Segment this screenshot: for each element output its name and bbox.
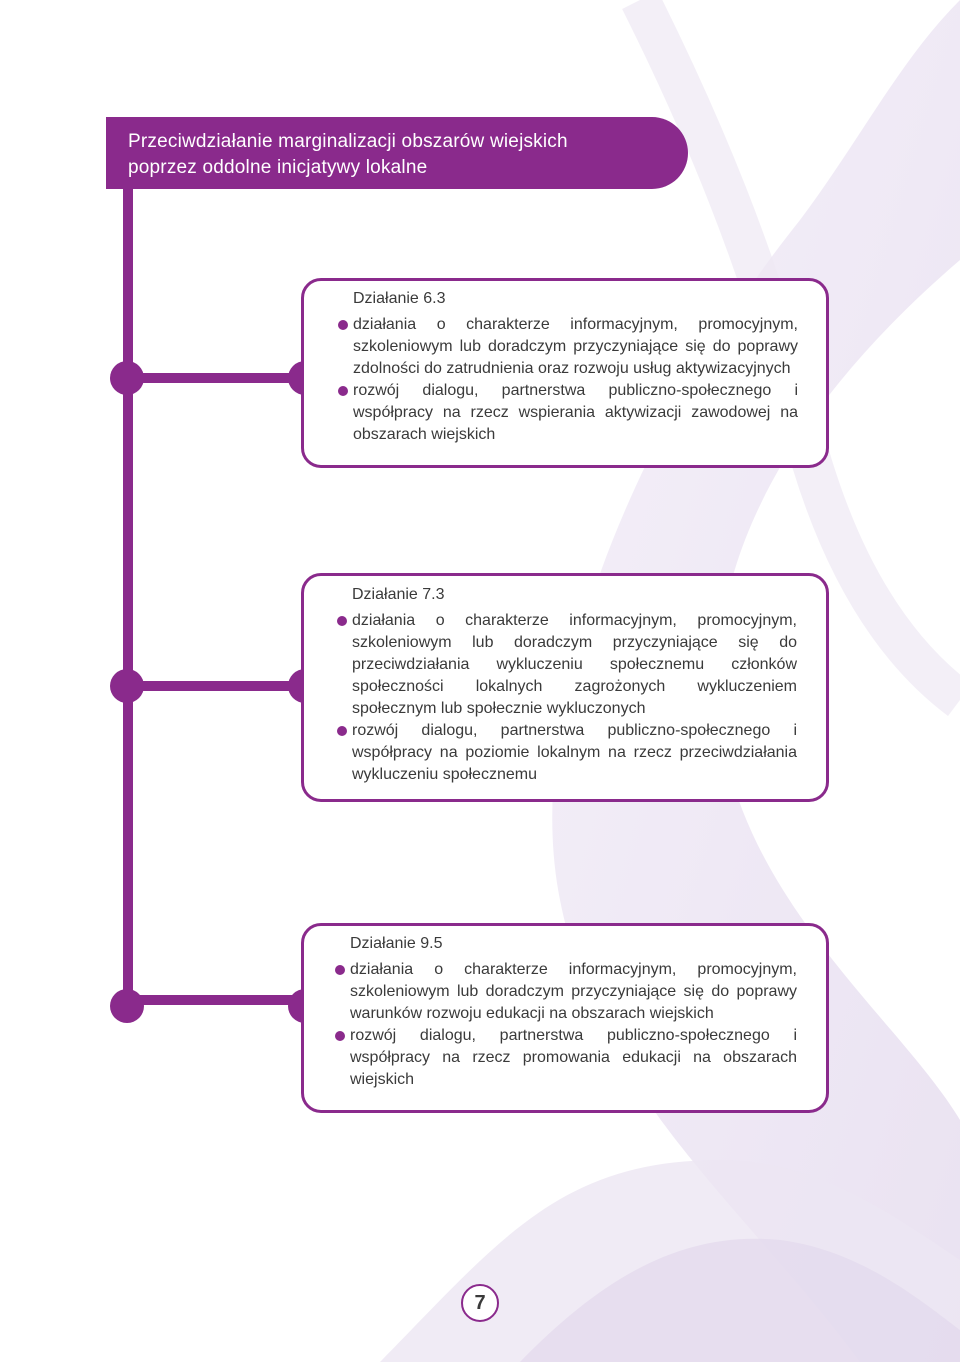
action-card bbox=[301, 278, 829, 468]
action-title: Działanie 6.3 bbox=[353, 290, 446, 307]
bullet-dot-icon bbox=[338, 320, 348, 330]
bullet-dot-icon bbox=[338, 386, 348, 396]
page-number: 7 bbox=[461, 1284, 499, 1322]
section-header bbox=[106, 117, 688, 189]
tree-trunk bbox=[123, 189, 133, 1000]
action-card bbox=[301, 923, 829, 1113]
bullet-text: działania o charakterze informacyjnym, promocyjnym, szkoleniowym lub doradczym przyczyniające się do poprawy warunków rozwoju edukacji na obszarach wiejskich bbox=[350, 961, 797, 1022]
action-title: Działanie 9.5 bbox=[350, 935, 443, 952]
action-bullet-list bbox=[350, 959, 797, 1091]
header-line-2: poprzez oddolne inicjatywy lokalne bbox=[128, 157, 428, 178]
connector-branch bbox=[123, 373, 305, 383]
bullet-text: działania o charakterze informacyjnym, promocyjnym, szkoleniowym lub doradczym przyczyniające się do poprawy zdolności do zatrudnienia oraz rozwoju usług aktywizacyjnych bbox=[353, 316, 798, 377]
bullet-text: rozwój dialogu, partnerstwa publiczno-społecznego i współpracy na rzecz wspierania aktywizacji zawodowej na obszarach wiejskich bbox=[353, 382, 798, 443]
action-title: Działanie 7.3 bbox=[352, 586, 445, 603]
action-bullet-list bbox=[353, 314, 798, 446]
bullet-dot-icon bbox=[337, 726, 347, 736]
bullet-text: rozwój dialogu, partnerstwa publiczno-społecznego i współpracy na poziomie lokalnym na rzecz przeciwdziałania wykluczeniu społecznemu bbox=[352, 722, 797, 783]
action-bullet bbox=[350, 959, 797, 1025]
bullet-dot-icon bbox=[337, 616, 347, 626]
connector-node bbox=[110, 989, 144, 1023]
action-bullet bbox=[350, 1025, 797, 1091]
header-line-1: Przeciwdziałanie marginalizacji obszarów wiejskich bbox=[128, 131, 568, 152]
action-card bbox=[301, 573, 829, 802]
bullet-text: działania o charakterze informacyjnym, promocyjnym, szkoleniowym lub doradczym przyczyniające się do przeciwdziałania wykluczeniu społecznemu członków społeczności lokalnych zagrożonych wykluczeniem społecznym lub społecznie wykluczonych bbox=[352, 612, 797, 717]
bullet-text: rozwój dialogu, partnerstwa publiczno-społecznego i współpracy na rzecz promowania edukacji na obszarach wiejskich bbox=[350, 1027, 797, 1088]
action-bullet-list bbox=[352, 610, 797, 786]
action-bullet bbox=[353, 314, 798, 380]
action-bullet bbox=[352, 720, 797, 786]
connector-branch bbox=[123, 681, 305, 691]
action-bullet bbox=[352, 610, 797, 720]
connector-node bbox=[110, 669, 144, 703]
connector-node bbox=[110, 361, 144, 395]
action-bullet bbox=[353, 380, 798, 446]
bullet-dot-icon bbox=[335, 965, 345, 975]
connector-branch bbox=[123, 995, 305, 1005]
bullet-dot-icon bbox=[335, 1031, 345, 1041]
